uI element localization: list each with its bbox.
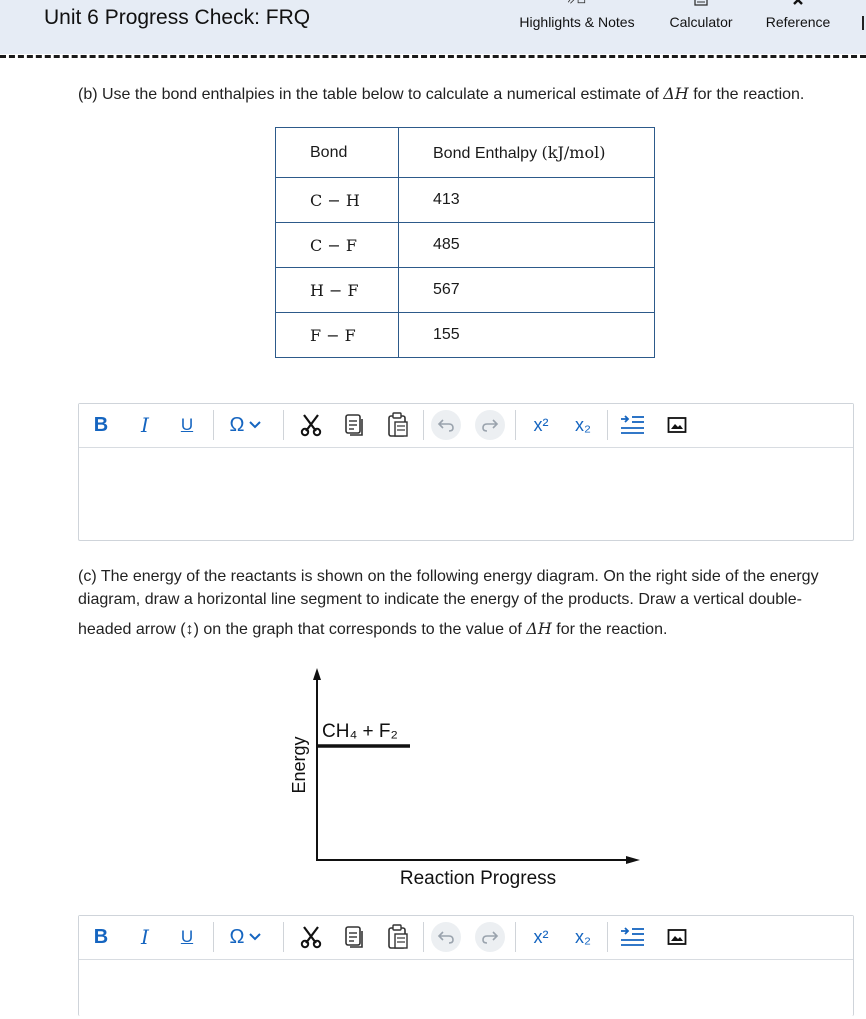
superscript-button[interactable]: x² xyxy=(533,926,549,947)
italic-button[interactable]: I xyxy=(141,925,149,949)
image-icon xyxy=(667,416,687,434)
page-title: Unit 6 Progress Check: FRQ xyxy=(44,6,311,29)
toolbar-separator xyxy=(607,922,608,952)
scissors-icon xyxy=(298,413,324,437)
header-bond: Bond xyxy=(276,128,399,178)
answer-text-area[interactable] xyxy=(79,448,853,540)
part-b-prompt xyxy=(78,81,804,108)
copy-button[interactable] xyxy=(341,412,367,438)
redo-button[interactable] xyxy=(475,410,505,440)
toolbar-separator xyxy=(515,410,516,440)
table-row xyxy=(276,223,655,268)
chevron-down-icon xyxy=(248,932,262,942)
subscript-button[interactable]: x₂ xyxy=(575,414,591,435)
underline-button[interactable]: U xyxy=(180,415,194,434)
scissors-icon xyxy=(298,925,324,949)
indent-button[interactable] xyxy=(617,412,647,438)
x-axis-label: Reaction Progress xyxy=(399,868,557,889)
energy-diagram[interactable] xyxy=(280,660,680,895)
table-row xyxy=(276,268,655,313)
part-c-line-3-mid: ) on the graph that corresponds to the value of xyxy=(193,621,527,638)
indent-icon xyxy=(618,413,646,437)
double-arrow-icon: ↕ xyxy=(185,621,194,638)
enthalpy-cell: 413 xyxy=(399,178,655,223)
reference-label: Reference xyxy=(765,14,831,30)
toolbar-separator xyxy=(423,410,424,440)
undo-button[interactable] xyxy=(431,922,461,952)
highlights-notes-label: Highlights & Notes xyxy=(519,14,635,30)
undo-icon xyxy=(437,930,455,944)
bond-enthalpy-table xyxy=(275,127,655,358)
header-enthalpy-unit: (kJ/mol) xyxy=(541,142,606,162)
answer-editor-b xyxy=(78,403,854,541)
indent-button[interactable] xyxy=(617,924,647,950)
toolbar-separator xyxy=(607,410,608,440)
part-c-line-2: diagram, draw a horizontal line segment to indicate the energy of the products. Draw a vertical double- xyxy=(78,591,802,608)
enthalpy-cell: 567 xyxy=(399,268,655,313)
delta-h-symbol: ΔH xyxy=(526,619,552,638)
paste-button[interactable] xyxy=(385,412,411,438)
enthalpy-cell: 155 xyxy=(399,313,655,358)
insert-image-button[interactable] xyxy=(665,412,689,438)
header-enthalpy-text: Bond Enthalpy xyxy=(433,144,542,162)
part-c-line-3-start: headed arrow ( xyxy=(78,621,186,638)
header-edge-mark xyxy=(862,16,864,30)
highlights-notes-button[interactable] xyxy=(516,0,638,54)
bold-button[interactable]: B xyxy=(93,925,109,948)
highlighter-icon xyxy=(566,0,588,6)
toolbar-separator xyxy=(213,922,214,952)
calculator-label: Calculator xyxy=(669,14,733,30)
calculator-button[interactable] xyxy=(664,0,738,54)
omega-icon: Ω xyxy=(229,413,245,436)
superscript-button[interactable]: x² xyxy=(533,414,549,435)
toolbar-separator xyxy=(423,922,424,952)
clipboard-icon xyxy=(387,924,409,950)
cut-button[interactable] xyxy=(297,412,325,438)
bond-cell: C − H xyxy=(276,178,399,223)
reactants-label: CH₄ + F₂ xyxy=(322,721,398,742)
x-axis-arrowhead xyxy=(626,856,640,864)
omega-icon: Ω xyxy=(229,925,245,948)
copy-icon xyxy=(343,413,365,437)
underline-button[interactable]: U xyxy=(180,927,194,946)
subscript-button[interactable]: x₂ xyxy=(575,926,591,947)
redo-icon xyxy=(481,930,499,944)
insert-image-button[interactable] xyxy=(665,924,689,950)
special-characters-button[interactable] xyxy=(223,412,269,438)
part-c-line-3-end: for the reaction. xyxy=(551,621,668,638)
editor-toolbar xyxy=(79,404,853,448)
redo-icon xyxy=(481,418,499,432)
toolbar-separator xyxy=(515,922,516,952)
copy-button[interactable] xyxy=(341,924,367,950)
reference-button[interactable] xyxy=(762,0,834,54)
paste-button[interactable] xyxy=(385,924,411,950)
table-row xyxy=(276,313,655,358)
part-c-line-1: (c) The energy of the reactants is shown on the following energy diagram. On the right side of the energy xyxy=(78,568,819,585)
editor-toolbar xyxy=(79,916,853,960)
copy-icon xyxy=(343,925,365,949)
enthalpy-cell: 485 xyxy=(399,223,655,268)
top-header xyxy=(0,0,866,54)
table-row xyxy=(276,178,655,223)
y-axis-arrowhead xyxy=(313,668,321,680)
undo-button[interactable] xyxy=(431,410,461,440)
header-enthalpy xyxy=(399,128,655,178)
answer-editor-c xyxy=(78,915,854,1016)
toolbar-separator xyxy=(283,922,284,952)
clipboard-icon xyxy=(387,412,409,438)
y-axis-label: Energy xyxy=(289,736,309,794)
bond-cell: F − F xyxy=(276,313,399,358)
divider-top xyxy=(0,55,866,58)
italic-button[interactable]: I xyxy=(141,413,149,437)
reference-icon xyxy=(787,0,809,6)
undo-icon xyxy=(437,418,455,432)
chevron-down-icon xyxy=(248,420,262,430)
indent-icon xyxy=(618,925,646,949)
delta-h-symbol: ΔH xyxy=(663,84,689,103)
part-c-line-3 xyxy=(78,616,667,643)
calculator-icon xyxy=(690,0,712,6)
redo-button[interactable] xyxy=(475,922,505,952)
part-b-prompt-end: for the reaction. xyxy=(688,86,805,103)
bold-button[interactable]: B xyxy=(93,413,109,436)
cut-button[interactable] xyxy=(297,924,325,950)
bond-cell: H − F xyxy=(276,268,399,313)
toolbar-separator xyxy=(213,410,214,440)
part-b-prompt-text: (b) Use the bond enthalpies in the table below to calculate a numerical estimate of xyxy=(78,86,664,103)
bond-cell: C − F xyxy=(276,223,399,268)
image-icon xyxy=(667,928,687,946)
answer-text-area[interactable] xyxy=(79,960,853,1016)
table-header-row xyxy=(276,128,655,178)
special-characters-button[interactable] xyxy=(223,924,269,950)
toolbar-separator xyxy=(283,410,284,440)
